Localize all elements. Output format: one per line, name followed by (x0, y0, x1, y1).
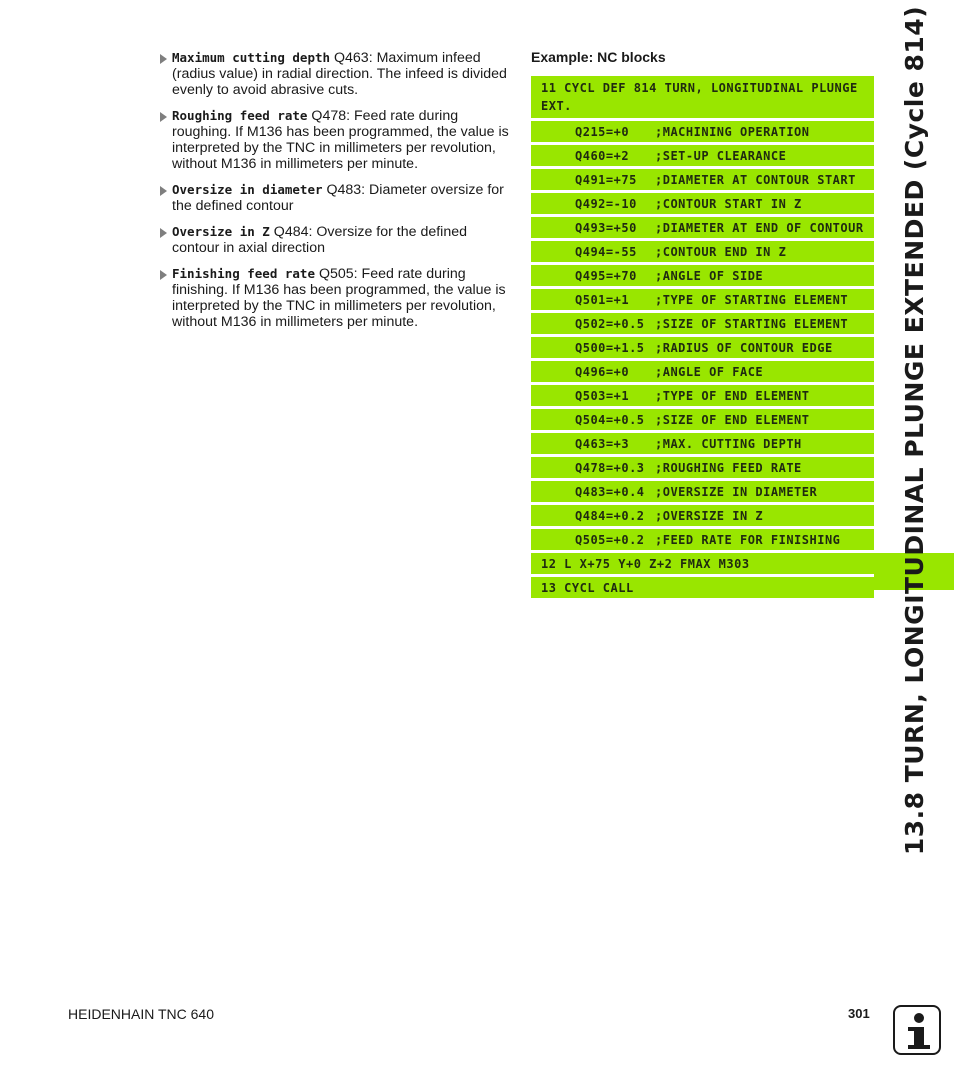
param-item (160, 50, 512, 98)
triangle-bullet-icon (160, 186, 167, 196)
nc-param-comment: ;DIAMETER AT CONTOUR START (655, 172, 856, 187)
param-description: Q478: Feed rate during roughing. If M136 has been programmed, the value is interpreted by the TNC in millimeters per revolution, without M136 in millimeters per minute. (172, 108, 509, 172)
nc-param-value: Q503=+1 (575, 388, 630, 403)
param-keyword: Oversize in Z (172, 224, 270, 239)
nc-param-row (531, 385, 874, 406)
nc-param-comment: ;ANGLE OF SIDE (655, 268, 764, 283)
nc-param-value: Q505=+0.2 (575, 532, 645, 547)
nc-row-cycl-call: 13 CYCL CALL (531, 577, 874, 598)
nc-header-line2: EXT. (541, 99, 572, 113)
nc-param-comment: ;SET-UP CLEARANCE (655, 148, 787, 163)
parameter-list (160, 50, 512, 340)
nc-param-row (531, 529, 874, 550)
param-keyword: Oversize in diameter (172, 182, 323, 197)
nc-param-comment: ;CONTOUR END IN Z (655, 244, 787, 259)
param-keyword: Finishing feed rate (172, 266, 315, 281)
nc-header-line1: 11 CYCL DEF 814 TURN, LONGITUDINAL PLUNGE (541, 81, 858, 95)
nc-param-value: Q493=+50 (575, 220, 637, 235)
param-item (160, 182, 512, 214)
param-description: Q484: Oversize for the defined contour in axial direction (172, 224, 468, 256)
param-keyword: Roughing feed rate (172, 108, 308, 123)
nc-param-row (531, 169, 874, 190)
nc-param-comment: ;TYPE OF END ELEMENT (655, 388, 810, 403)
nc-param-comment: ;MACHINING OPERATION (655, 124, 810, 139)
nc-param-value: Q492=-10 (575, 196, 637, 211)
nc-param-comment: ;CONTOUR START IN Z (655, 196, 802, 211)
param-item (160, 108, 512, 172)
nc-param-comment: ;ANGLE OF FACE (655, 364, 764, 379)
triangle-bullet-icon (160, 54, 167, 64)
example-heading: Example: NC blocks (531, 49, 666, 65)
nc-param-row (531, 265, 874, 286)
param-keyword: Maximum cutting depth (172, 50, 331, 65)
info-icon-stem (914, 1027, 924, 1047)
nc-param-value: Q500=+1.5 (575, 340, 645, 355)
nc-param-comment: ;SIZE OF STARTING ELEMENT (655, 316, 849, 331)
triangle-bullet-icon (160, 228, 167, 238)
param-description: Q463: Maximum infeed (radius value) in radial direction. The infeed is divided evenly to avoid abrasive cuts. (172, 50, 507, 98)
nc-param-comment: ;RADIUS OF CONTOUR EDGE (655, 340, 833, 355)
nc-param-value: Q478=+0.3 (575, 460, 645, 475)
nc-param-row (531, 361, 874, 382)
nc-block-list (531, 76, 874, 601)
nc-param-comment: ;ROUGHING FEED RATE (655, 460, 802, 475)
nc-param-value: Q460=+2 (575, 148, 630, 163)
nc-param-row (531, 145, 874, 166)
nc-param-value: Q501=+1 (575, 292, 630, 307)
nc-param-comment: ;TYPE OF STARTING ELEMENT (655, 292, 849, 307)
nc-param-value: Q215=+0 (575, 124, 630, 139)
nc-row-cycl-def (531, 76, 874, 118)
info-icon-serif-bottom (908, 1045, 930, 1049)
nc-param-comment: ;OVERSIZE IN Z (655, 508, 764, 523)
nc-param-row (531, 481, 874, 502)
chapter-title: 13.8 TURN, LONGITUDINAL PLUNGE EXTENDED (Cycle 814) (900, 5, 930, 855)
info-icon-dot (914, 1013, 924, 1023)
nc-param-value: Q495=+70 (575, 268, 637, 283)
nc-param-value: Q494=-55 (575, 244, 637, 259)
nc-param-row (531, 457, 874, 478)
param-item (160, 266, 512, 330)
footer-product: HEIDENHAIN TNC 640 (68, 1006, 215, 1022)
param-description: Q483: Diameter oversize for the defined contour (172, 182, 504, 214)
nc-param-comment: ;DIAMETER AT END OF CONTOUR (655, 220, 864, 235)
nc-row-linear-move: 12 L X+75 Y+0 Z+2 FMAX M303 (531, 553, 874, 574)
nc-param-row (531, 337, 874, 358)
nc-param-value: Q504=+0.5 (575, 412, 645, 427)
nc-param-value: Q483=+0.4 (575, 484, 645, 499)
nc-param-row (531, 241, 874, 262)
param-description: Q505: Feed rate during finishing. If M136 has been programmed, the value is interpreted by the TNC in millimeters per revolution, without M136 in millimeters per minute. (172, 266, 506, 330)
info-icon (893, 1005, 941, 1055)
triangle-bullet-icon (160, 270, 167, 280)
nc-param-value: Q491=+75 (575, 172, 637, 187)
chapter-title-vertical (880, 5, 950, 855)
nc-param-row (531, 433, 874, 454)
nc-param-row (531, 505, 874, 526)
nc-param-row (531, 193, 874, 214)
nc-param-row (531, 409, 874, 430)
param-item (160, 224, 512, 256)
nc-param-value: Q463=+3 (575, 436, 630, 451)
nc-param-row (531, 217, 874, 238)
nc-param-value: Q502=+0.5 (575, 316, 645, 331)
nc-param-comment: ;OVERSIZE IN DIAMETER (655, 484, 818, 499)
page-number: 301 (848, 1006, 870, 1021)
nc-param-row (531, 289, 874, 310)
nc-param-comment: ;MAX. CUTTING DEPTH (655, 436, 802, 451)
nc-param-row (531, 121, 874, 142)
nc-param-comment: ;FEED RATE FOR FINISHING (655, 532, 841, 547)
triangle-bullet-icon (160, 112, 167, 122)
nc-param-value: Q496=+0 (575, 364, 630, 379)
nc-param-row (531, 313, 874, 334)
nc-param-comment: ;SIZE OF END ELEMENT (655, 412, 810, 427)
nc-param-value: Q484=+0.2 (575, 508, 645, 523)
